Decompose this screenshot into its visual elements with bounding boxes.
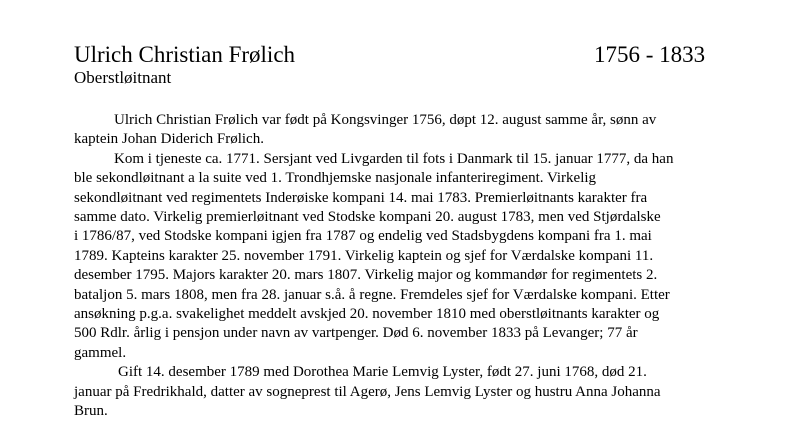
paragraph-career (74, 150, 734, 363)
text-line: Ulrich Christian Frølich var født på Kongsvinger 1756, døpt 12. august samme år, sønn av (114, 112, 657, 128)
life-years: 1756 - 1833 (594, 42, 706, 67)
text-line: bataljon 5. mars 1808, men fra 28. januar s.å. å regne. Fremdeles sjef for Værdalske kompani. Etter (74, 286, 670, 303)
text-line: ansøkning p.g.a. svakelighet meddelt avskjed 20. november 1810 med oberstløitnants karakter og (74, 306, 660, 323)
text-line: januar på Fredrikhald, datter av sogneprest til Agerø, Jens Lemvig Lyster og hustru Anna Johanna (74, 383, 661, 400)
text-line: ble sekondløitnant a la suite ved 1. Trondhjemske nasjonale infanteriregiment. Virkelig (74, 170, 597, 187)
text-line: Kom i tjeneste ca. 1771. Sersjant ved Livgarden til fots i Danmark til 15. januar 1777, da han (114, 150, 674, 167)
text-line: Brun. (74, 403, 108, 420)
text-line: 1789. Kapteins karakter 25. november 1791. Virkelig kaptein og sjef for Værdalske kompani 11. (74, 247, 654, 264)
text-line: sekondløitnant ved regimentets Inderøiske kompani 14. mai 1783. Premierløitnants karakter fra (74, 189, 648, 206)
military-rank: Oberstløitnant (74, 68, 172, 87)
biography-text (74, 111, 734, 422)
text-line: i 1786/87, ved Stodske kompani igjen fra 1787 og endelig ved Stadsbygdens kompani fra 1. mai (74, 228, 652, 245)
text-line: desember 1795. Majors karakter 20. mars 1807. Virkelig major og kommandør for regimentets 2. (74, 267, 658, 284)
paragraph-marriage (74, 363, 734, 421)
text-line: kaptein Johan Diderich Frølich. (74, 131, 264, 148)
paragraph-birth (74, 111, 734, 150)
text-line: Gift 14. desember 1789 med Dorothea Marie Lemvig Lyster, født 27. juni 1768, død 21. (118, 364, 647, 381)
text-line: samme dato. Virkelig premierløitnant ved Stodske kompani 20. august 1783, men ved Stjørdalske (74, 209, 661, 226)
text-line: 500 Rdlr. årlig i pensjon under navn av vartpenger. Død 6. november 1833 på Levanger; 77 år (74, 325, 638, 342)
text-line: gammel. (74, 344, 127, 361)
person-name: Ulrich Christian Frølich (74, 42, 296, 67)
